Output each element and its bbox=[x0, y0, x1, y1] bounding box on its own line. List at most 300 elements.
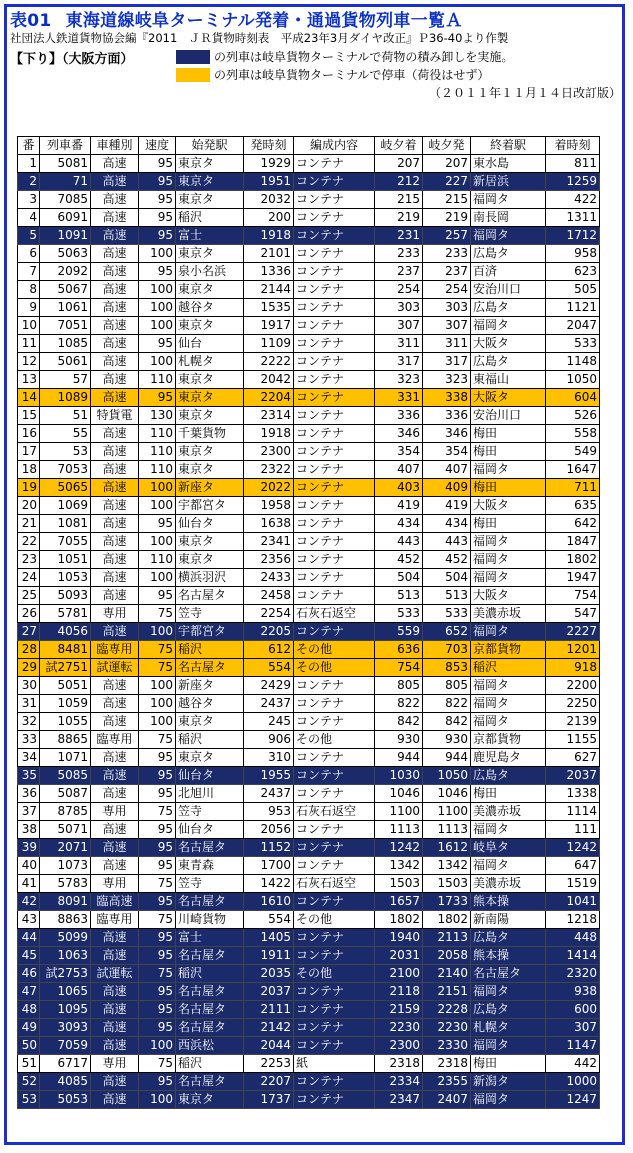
cell-speed: 100 bbox=[139, 569, 176, 587]
cell-arr_g: 1100 bbox=[375, 803, 423, 821]
cell-origin: 東京タ bbox=[176, 371, 244, 389]
cell-no: 25 bbox=[18, 587, 40, 605]
cell-comp: コンテナ bbox=[294, 371, 375, 389]
cell-kind: 高速 bbox=[91, 623, 139, 641]
cell-dep: 2101 bbox=[244, 245, 294, 263]
cell-train: 6717 bbox=[40, 1055, 91, 1073]
cell-dep_g: 504 bbox=[423, 569, 471, 587]
cell-dep_g: 1050 bbox=[423, 767, 471, 785]
legend-yellow bbox=[176, 66, 489, 83]
cell-comp: コンテナ bbox=[294, 317, 375, 335]
cell-comp: コンテナ bbox=[294, 353, 375, 371]
cell-arr_g: 346 bbox=[375, 425, 423, 443]
cell-dep: 2253 bbox=[244, 1055, 294, 1073]
cell-dest: 鹿児島タ bbox=[471, 749, 546, 767]
cell-no: 24 bbox=[18, 569, 40, 587]
legend-yellow-text: の列車は岐阜貨物ターミナルで停車（荷役はせず） bbox=[214, 68, 490, 82]
cell-dep_g: 944 bbox=[423, 749, 471, 767]
cell-origin: 東京タ bbox=[176, 173, 244, 191]
cell-origin: 宇都宮タ bbox=[176, 497, 244, 515]
table-row bbox=[18, 209, 600, 227]
cell-comp: コンテナ bbox=[294, 155, 375, 173]
cell-dest: 新潟タ bbox=[471, 1073, 546, 1091]
cell-origin: 稲沢 bbox=[176, 1055, 244, 1073]
cell-dep_g: 1046 bbox=[423, 785, 471, 803]
cell-speed: 95 bbox=[139, 173, 176, 191]
table-row bbox=[18, 353, 600, 371]
cell-dep_g: 805 bbox=[423, 677, 471, 695]
cell-dep: 1152 bbox=[244, 839, 294, 857]
cell-kind: 高速 bbox=[91, 1073, 139, 1091]
cell-comp: コンテナ bbox=[294, 713, 375, 731]
cell-kind: 特貨電 bbox=[91, 407, 139, 425]
cell-origin: 名古屋タ bbox=[176, 659, 244, 677]
cell-origin: 稲沢 bbox=[176, 641, 244, 659]
cell-kind: 高速 bbox=[91, 317, 139, 335]
table-row bbox=[18, 1055, 600, 1073]
cell-dep: 612 bbox=[244, 641, 294, 659]
cell-arr_g: 311 bbox=[375, 335, 423, 353]
cell-dep: 1405 bbox=[244, 929, 294, 947]
cell-no: 42 bbox=[18, 893, 40, 911]
cell-kind: 高速 bbox=[91, 335, 139, 353]
cell-origin: 稲沢 bbox=[176, 209, 244, 227]
cell-train: 1089 bbox=[40, 389, 91, 407]
table-row bbox=[18, 371, 600, 389]
cell-train: 7055 bbox=[40, 533, 91, 551]
cell-arr_g: 2118 bbox=[375, 983, 423, 1001]
cell-comp: コンテナ bbox=[294, 191, 375, 209]
cell-dep: 2142 bbox=[244, 1019, 294, 1037]
cell-no: 35 bbox=[18, 767, 40, 785]
cell-origin: 名古屋タ bbox=[176, 947, 244, 965]
cell-kind: 高速 bbox=[91, 821, 139, 839]
cell-origin: 東京タ bbox=[176, 713, 244, 731]
cell-arr: 2200 bbox=[546, 677, 600, 695]
cell-comp: その他 bbox=[294, 641, 375, 659]
cell-arr_g: 354 bbox=[375, 443, 423, 461]
cell-dep: 1918 bbox=[244, 425, 294, 443]
cell-dep_g: 409 bbox=[423, 479, 471, 497]
cell-origin: 稲沢 bbox=[176, 731, 244, 749]
cell-no: 15 bbox=[18, 407, 40, 425]
cell-speed: 100 bbox=[139, 497, 176, 515]
cell-arr: 2139 bbox=[546, 713, 600, 731]
table-row bbox=[18, 515, 600, 533]
cell-arr_g: 636 bbox=[375, 641, 423, 659]
cell-speed: 95 bbox=[139, 785, 176, 803]
cell-origin: 東京タ bbox=[176, 1091, 244, 1109]
cell-dep: 2356 bbox=[244, 551, 294, 569]
cell-comp: コンテナ bbox=[294, 227, 375, 245]
cell-speed: 95 bbox=[139, 263, 176, 281]
cell-arr_g: 419 bbox=[375, 497, 423, 515]
cell-dest: 梅田 bbox=[471, 479, 546, 497]
cell-arr: 1519 bbox=[546, 875, 600, 893]
cell-dep_g: 434 bbox=[423, 515, 471, 533]
cell-train: 8863 bbox=[40, 911, 91, 929]
cell-dep: 1955 bbox=[244, 767, 294, 785]
cell-comp: コンテナ bbox=[294, 461, 375, 479]
cell-train: 3093 bbox=[40, 1019, 91, 1037]
table-row bbox=[18, 425, 600, 443]
table-row bbox=[18, 605, 600, 623]
cell-train: 5071 bbox=[40, 821, 91, 839]
col-header: 岐夕着 bbox=[375, 137, 423, 155]
cell-arr: 2227 bbox=[546, 623, 600, 641]
cell-dep: 1951 bbox=[244, 173, 294, 191]
cell-no: 44 bbox=[18, 929, 40, 947]
cell-speed: 95 bbox=[139, 1019, 176, 1037]
cell-no: 10 bbox=[18, 317, 40, 335]
cell-dest: 福岡タ bbox=[471, 461, 546, 479]
cell-origin: 笠寺 bbox=[176, 803, 244, 821]
cell-arr: 1414 bbox=[546, 947, 600, 965]
cell-dep_g: 237 bbox=[423, 263, 471, 281]
cell-comp: コンテナ bbox=[294, 497, 375, 515]
cell-train: 1073 bbox=[40, 857, 91, 875]
cell-origin: 川崎貨物 bbox=[176, 911, 244, 929]
cell-speed: 110 bbox=[139, 551, 176, 569]
cell-no: 21 bbox=[18, 515, 40, 533]
cell-dest: 福岡タ bbox=[471, 551, 546, 569]
cell-comp: コンテナ bbox=[294, 677, 375, 695]
cell-origin: 仙台タ bbox=[176, 515, 244, 533]
table-row bbox=[18, 263, 600, 281]
cell-no: 6 bbox=[18, 245, 40, 263]
cell-arr: 1218 bbox=[546, 911, 600, 929]
cell-arr: 1155 bbox=[546, 731, 600, 749]
cell-origin: 東京タ bbox=[176, 389, 244, 407]
cell-arr: 1259 bbox=[546, 173, 600, 191]
cell-comp: コンテナ bbox=[294, 335, 375, 353]
cell-dep: 1109 bbox=[244, 335, 294, 353]
cell-train: 1081 bbox=[40, 515, 91, 533]
cell-speed: 100 bbox=[139, 623, 176, 641]
cell-arr_g: 1657 bbox=[375, 893, 423, 911]
source-note: 社団法人鉄道貨物協会編『2011 ＪＲ貨物時刻表 平成23年3月ダイヤ改正』Ｐ36-40より作製 bbox=[10, 31, 509, 45]
cell-arr: 647 bbox=[546, 857, 600, 875]
cell-comp: コンテナ bbox=[294, 1037, 375, 1055]
table-row bbox=[18, 749, 600, 767]
cell-comp: コンテナ bbox=[294, 209, 375, 227]
cell-train: 1095 bbox=[40, 1001, 91, 1019]
cell-no: 11 bbox=[18, 335, 40, 353]
cell-kind: 高速 bbox=[91, 1091, 139, 1109]
cell-comp: 紙 bbox=[294, 1055, 375, 1073]
cell-dep: 554 bbox=[244, 911, 294, 929]
cell-dep: 1700 bbox=[244, 857, 294, 875]
cell-speed: 75 bbox=[139, 1055, 176, 1073]
cell-origin: 仙台タ bbox=[176, 767, 244, 785]
cell-dep_g: 443 bbox=[423, 533, 471, 551]
cell-arr: 533 bbox=[546, 335, 600, 353]
cell-speed: 95 bbox=[139, 929, 176, 947]
cell-dest: 大阪タ bbox=[471, 389, 546, 407]
cell-speed: 95 bbox=[139, 155, 176, 173]
cell-arr: 448 bbox=[546, 929, 600, 947]
table-row bbox=[18, 767, 600, 785]
table-row bbox=[18, 443, 600, 461]
cell-dest: 大阪タ bbox=[471, 335, 546, 353]
cell-dep_g: 338 bbox=[423, 389, 471, 407]
cell-kind: 高速 bbox=[91, 749, 139, 767]
cell-train: 1069 bbox=[40, 497, 91, 515]
cell-no: 53 bbox=[18, 1091, 40, 1109]
cell-arr: 1947 bbox=[546, 569, 600, 587]
cell-dep: 1610 bbox=[244, 893, 294, 911]
cell-speed: 100 bbox=[139, 299, 176, 317]
cell-train: 51 bbox=[40, 407, 91, 425]
cell-train: 5099 bbox=[40, 929, 91, 947]
cell-train: 5093 bbox=[40, 587, 91, 605]
cell-arr_g: 930 bbox=[375, 731, 423, 749]
cell-dep: 2204 bbox=[244, 389, 294, 407]
table-row bbox=[18, 821, 600, 839]
cell-comp: 石灰石返空 bbox=[294, 875, 375, 893]
direction-label: 【下り】（大阪方面） bbox=[10, 52, 134, 67]
cell-speed: 75 bbox=[139, 803, 176, 821]
cell-origin: 名古屋タ bbox=[176, 839, 244, 857]
cell-train: 8481 bbox=[40, 641, 91, 659]
cell-dep_g: 2230 bbox=[423, 1019, 471, 1037]
cell-arr_g: 403 bbox=[375, 479, 423, 497]
cell-arr_g: 1113 bbox=[375, 821, 423, 839]
cell-comp: コンテナ bbox=[294, 515, 375, 533]
cell-dep_g: 2330 bbox=[423, 1037, 471, 1055]
cell-speed: 95 bbox=[139, 983, 176, 1001]
cell-dest: 美濃赤坂 bbox=[471, 803, 546, 821]
cell-dest: 福岡タ bbox=[471, 713, 546, 731]
cell-comp: コンテナ bbox=[294, 947, 375, 965]
table-row bbox=[18, 1001, 600, 1019]
cell-speed: 95 bbox=[139, 1073, 176, 1091]
cell-arr: 1121 bbox=[546, 299, 600, 317]
cell-speed: 95 bbox=[139, 1001, 176, 1019]
cell-origin: 富士 bbox=[176, 227, 244, 245]
cell-dep_g: 930 bbox=[423, 731, 471, 749]
cell-no: 38 bbox=[18, 821, 40, 839]
cell-arr: 111 bbox=[546, 821, 600, 839]
cell-dest: 南長岡 bbox=[471, 209, 546, 227]
cell-kind: 高速 bbox=[91, 191, 139, 209]
legend-navy bbox=[176, 48, 513, 65]
page-title bbox=[10, 6, 463, 31]
table-row bbox=[18, 551, 600, 569]
cell-arr: 1148 bbox=[546, 353, 600, 371]
col-header: 始発駅 bbox=[176, 137, 244, 155]
cell-speed: 95 bbox=[139, 191, 176, 209]
table-row bbox=[18, 1037, 600, 1055]
cell-arr_g: 1503 bbox=[375, 875, 423, 893]
table-row bbox=[18, 173, 600, 191]
cell-dep_g: 2355 bbox=[423, 1073, 471, 1091]
cell-dest: 広島タ bbox=[471, 1001, 546, 1019]
yellow-swatch bbox=[176, 68, 210, 82]
cell-speed: 100 bbox=[139, 479, 176, 497]
cell-arr: 635 bbox=[546, 497, 600, 515]
cell-comp: コンテナ bbox=[294, 1019, 375, 1037]
cell-comp: その他 bbox=[294, 965, 375, 983]
cell-speed: 75 bbox=[139, 875, 176, 893]
cell-dep_g: 1342 bbox=[423, 857, 471, 875]
table-row bbox=[18, 677, 600, 695]
cell-train: 5085 bbox=[40, 767, 91, 785]
cell-origin: 名古屋タ bbox=[176, 1019, 244, 1037]
table-row bbox=[18, 803, 600, 821]
cell-train: 8865 bbox=[40, 731, 91, 749]
cell-arr_g: 559 bbox=[375, 623, 423, 641]
cell-dep_g: 2113 bbox=[423, 929, 471, 947]
cell-dest: 京都貨物 bbox=[471, 731, 546, 749]
cell-dep_g: 1733 bbox=[423, 893, 471, 911]
cell-arr: 1114 bbox=[546, 803, 600, 821]
cell-train: 7051 bbox=[40, 317, 91, 335]
cell-kind: 専用 bbox=[91, 605, 139, 623]
cell-kind: 高速 bbox=[91, 677, 139, 695]
cell-origin: 泉小名浜 bbox=[176, 263, 244, 281]
cell-arr: 958 bbox=[546, 245, 600, 263]
cell-arr: 1712 bbox=[546, 227, 600, 245]
cell-dep_g: 452 bbox=[423, 551, 471, 569]
cell-speed: 95 bbox=[139, 821, 176, 839]
cell-dest: 広島タ bbox=[471, 299, 546, 317]
cell-train: 5087 bbox=[40, 785, 91, 803]
cell-dest: 札幌タ bbox=[471, 1019, 546, 1037]
cell-dep: 2341 bbox=[244, 533, 294, 551]
cell-kind: 高速 bbox=[91, 983, 139, 1001]
cell-arr: 2250 bbox=[546, 695, 600, 713]
cell-train: 1061 bbox=[40, 299, 91, 317]
cell-origin: 仙台 bbox=[176, 335, 244, 353]
cell-no: 12 bbox=[18, 353, 40, 371]
table-row bbox=[18, 623, 600, 641]
cell-no: 31 bbox=[18, 695, 40, 713]
cell-dest: 梅田 bbox=[471, 1055, 546, 1073]
cell-train: 1065 bbox=[40, 983, 91, 1001]
cell-no: 22 bbox=[18, 533, 40, 551]
cell-no: 28 bbox=[18, 641, 40, 659]
cell-dep_g: 822 bbox=[423, 695, 471, 713]
cell-arr_g: 2334 bbox=[375, 1073, 423, 1091]
cell-comp: コンテナ bbox=[294, 839, 375, 857]
col-header: 編成内容 bbox=[294, 137, 375, 155]
table-row bbox=[18, 155, 600, 173]
cell-arr_g: 1046 bbox=[375, 785, 423, 803]
cell-arr: 600 bbox=[546, 1001, 600, 1019]
cell-arr_g: 2347 bbox=[375, 1091, 423, 1109]
cell-dest: 稲沢 bbox=[471, 659, 546, 677]
cell-train: 4085 bbox=[40, 1073, 91, 1091]
cell-origin: 富士 bbox=[176, 929, 244, 947]
cell-kind: 高速 bbox=[91, 533, 139, 551]
cell-dest: 百済 bbox=[471, 263, 546, 281]
cell-dep_g: 323 bbox=[423, 371, 471, 389]
cell-dest: 福岡タ bbox=[471, 569, 546, 587]
cell-kind: 高速 bbox=[91, 767, 139, 785]
cell-arr_g: 754 bbox=[375, 659, 423, 677]
cell-dep: 2433 bbox=[244, 569, 294, 587]
cell-dep: 1929 bbox=[244, 155, 294, 173]
cell-no: 49 bbox=[18, 1019, 40, 1037]
table-row bbox=[18, 857, 600, 875]
cell-origin: 北旭川 bbox=[176, 785, 244, 803]
cell-speed: 110 bbox=[139, 461, 176, 479]
cell-kind: 高速 bbox=[91, 785, 139, 803]
cell-dep: 554 bbox=[244, 659, 294, 677]
cell-dep_g: 419 bbox=[423, 497, 471, 515]
cell-arr: 2320 bbox=[546, 965, 600, 983]
cell-dest: 梅田 bbox=[471, 443, 546, 461]
cell-dep: 1958 bbox=[244, 497, 294, 515]
cell-dep_g: 1100 bbox=[423, 803, 471, 821]
cell-dep_g: 254 bbox=[423, 281, 471, 299]
table-row bbox=[18, 947, 600, 965]
cell-speed: 100 bbox=[139, 695, 176, 713]
cell-origin: 東京タ bbox=[176, 407, 244, 425]
cell-arr: 1802 bbox=[546, 551, 600, 569]
cell-arr: 547 bbox=[546, 605, 600, 623]
cell-dep: 2044 bbox=[244, 1037, 294, 1055]
cell-comp: コンテナ bbox=[294, 623, 375, 641]
cell-arr_g: 1242 bbox=[375, 839, 423, 857]
cell-arr_g: 407 bbox=[375, 461, 423, 479]
cell-dep: 2437 bbox=[244, 785, 294, 803]
cell-train: 7085 bbox=[40, 191, 91, 209]
cell-dep_g: 215 bbox=[423, 191, 471, 209]
cell-dep_g: 1802 bbox=[423, 911, 471, 929]
cell-kind: 高速 bbox=[91, 209, 139, 227]
cell-arr: 754 bbox=[546, 587, 600, 605]
cell-comp: コンテナ bbox=[294, 857, 375, 875]
cell-arr_g: 443 bbox=[375, 533, 423, 551]
table-row bbox=[18, 875, 600, 893]
cell-origin: 名古屋タ bbox=[176, 1073, 244, 1091]
cell-origin: 宇都宮タ bbox=[176, 623, 244, 641]
cell-comp: その他 bbox=[294, 911, 375, 929]
cell-arr_g: 822 bbox=[375, 695, 423, 713]
cell-speed: 95 bbox=[139, 227, 176, 245]
cell-dep: 2042 bbox=[244, 371, 294, 389]
cell-dep_g: 853 bbox=[423, 659, 471, 677]
table-row bbox=[18, 785, 600, 803]
cell-arr: 1147 bbox=[546, 1037, 600, 1055]
cell-kind: 専用 bbox=[91, 1055, 139, 1073]
cell-no: 36 bbox=[18, 785, 40, 803]
timetable bbox=[17, 136, 600, 1109]
cell-dest: 福岡タ bbox=[471, 857, 546, 875]
cell-arr: 549 bbox=[546, 443, 600, 461]
cell-kind: 高速 bbox=[91, 929, 139, 947]
cell-dep: 2300 bbox=[244, 443, 294, 461]
cell-arr_g: 219 bbox=[375, 209, 423, 227]
cell-train: 1059 bbox=[40, 695, 91, 713]
cell-no: 37 bbox=[18, 803, 40, 821]
cell-no: 17 bbox=[18, 443, 40, 461]
table-row bbox=[18, 929, 600, 947]
legend-navy-text: の列車は岐阜貨物ターミナルで荷物の積み卸しを実施。 bbox=[214, 50, 514, 64]
cell-dest: 福岡タ bbox=[471, 191, 546, 209]
cell-dep: 2322 bbox=[244, 461, 294, 479]
cell-kind: 高速 bbox=[91, 947, 139, 965]
cell-kind: 高速 bbox=[91, 857, 139, 875]
cell-no: 26 bbox=[18, 605, 40, 623]
cell-dest: 福岡タ bbox=[471, 821, 546, 839]
cell-dest: 福岡タ bbox=[471, 1037, 546, 1055]
cell-dest: 大阪タ bbox=[471, 587, 546, 605]
cell-comp: コンテナ bbox=[294, 749, 375, 767]
cell-arr: 526 bbox=[546, 407, 600, 425]
